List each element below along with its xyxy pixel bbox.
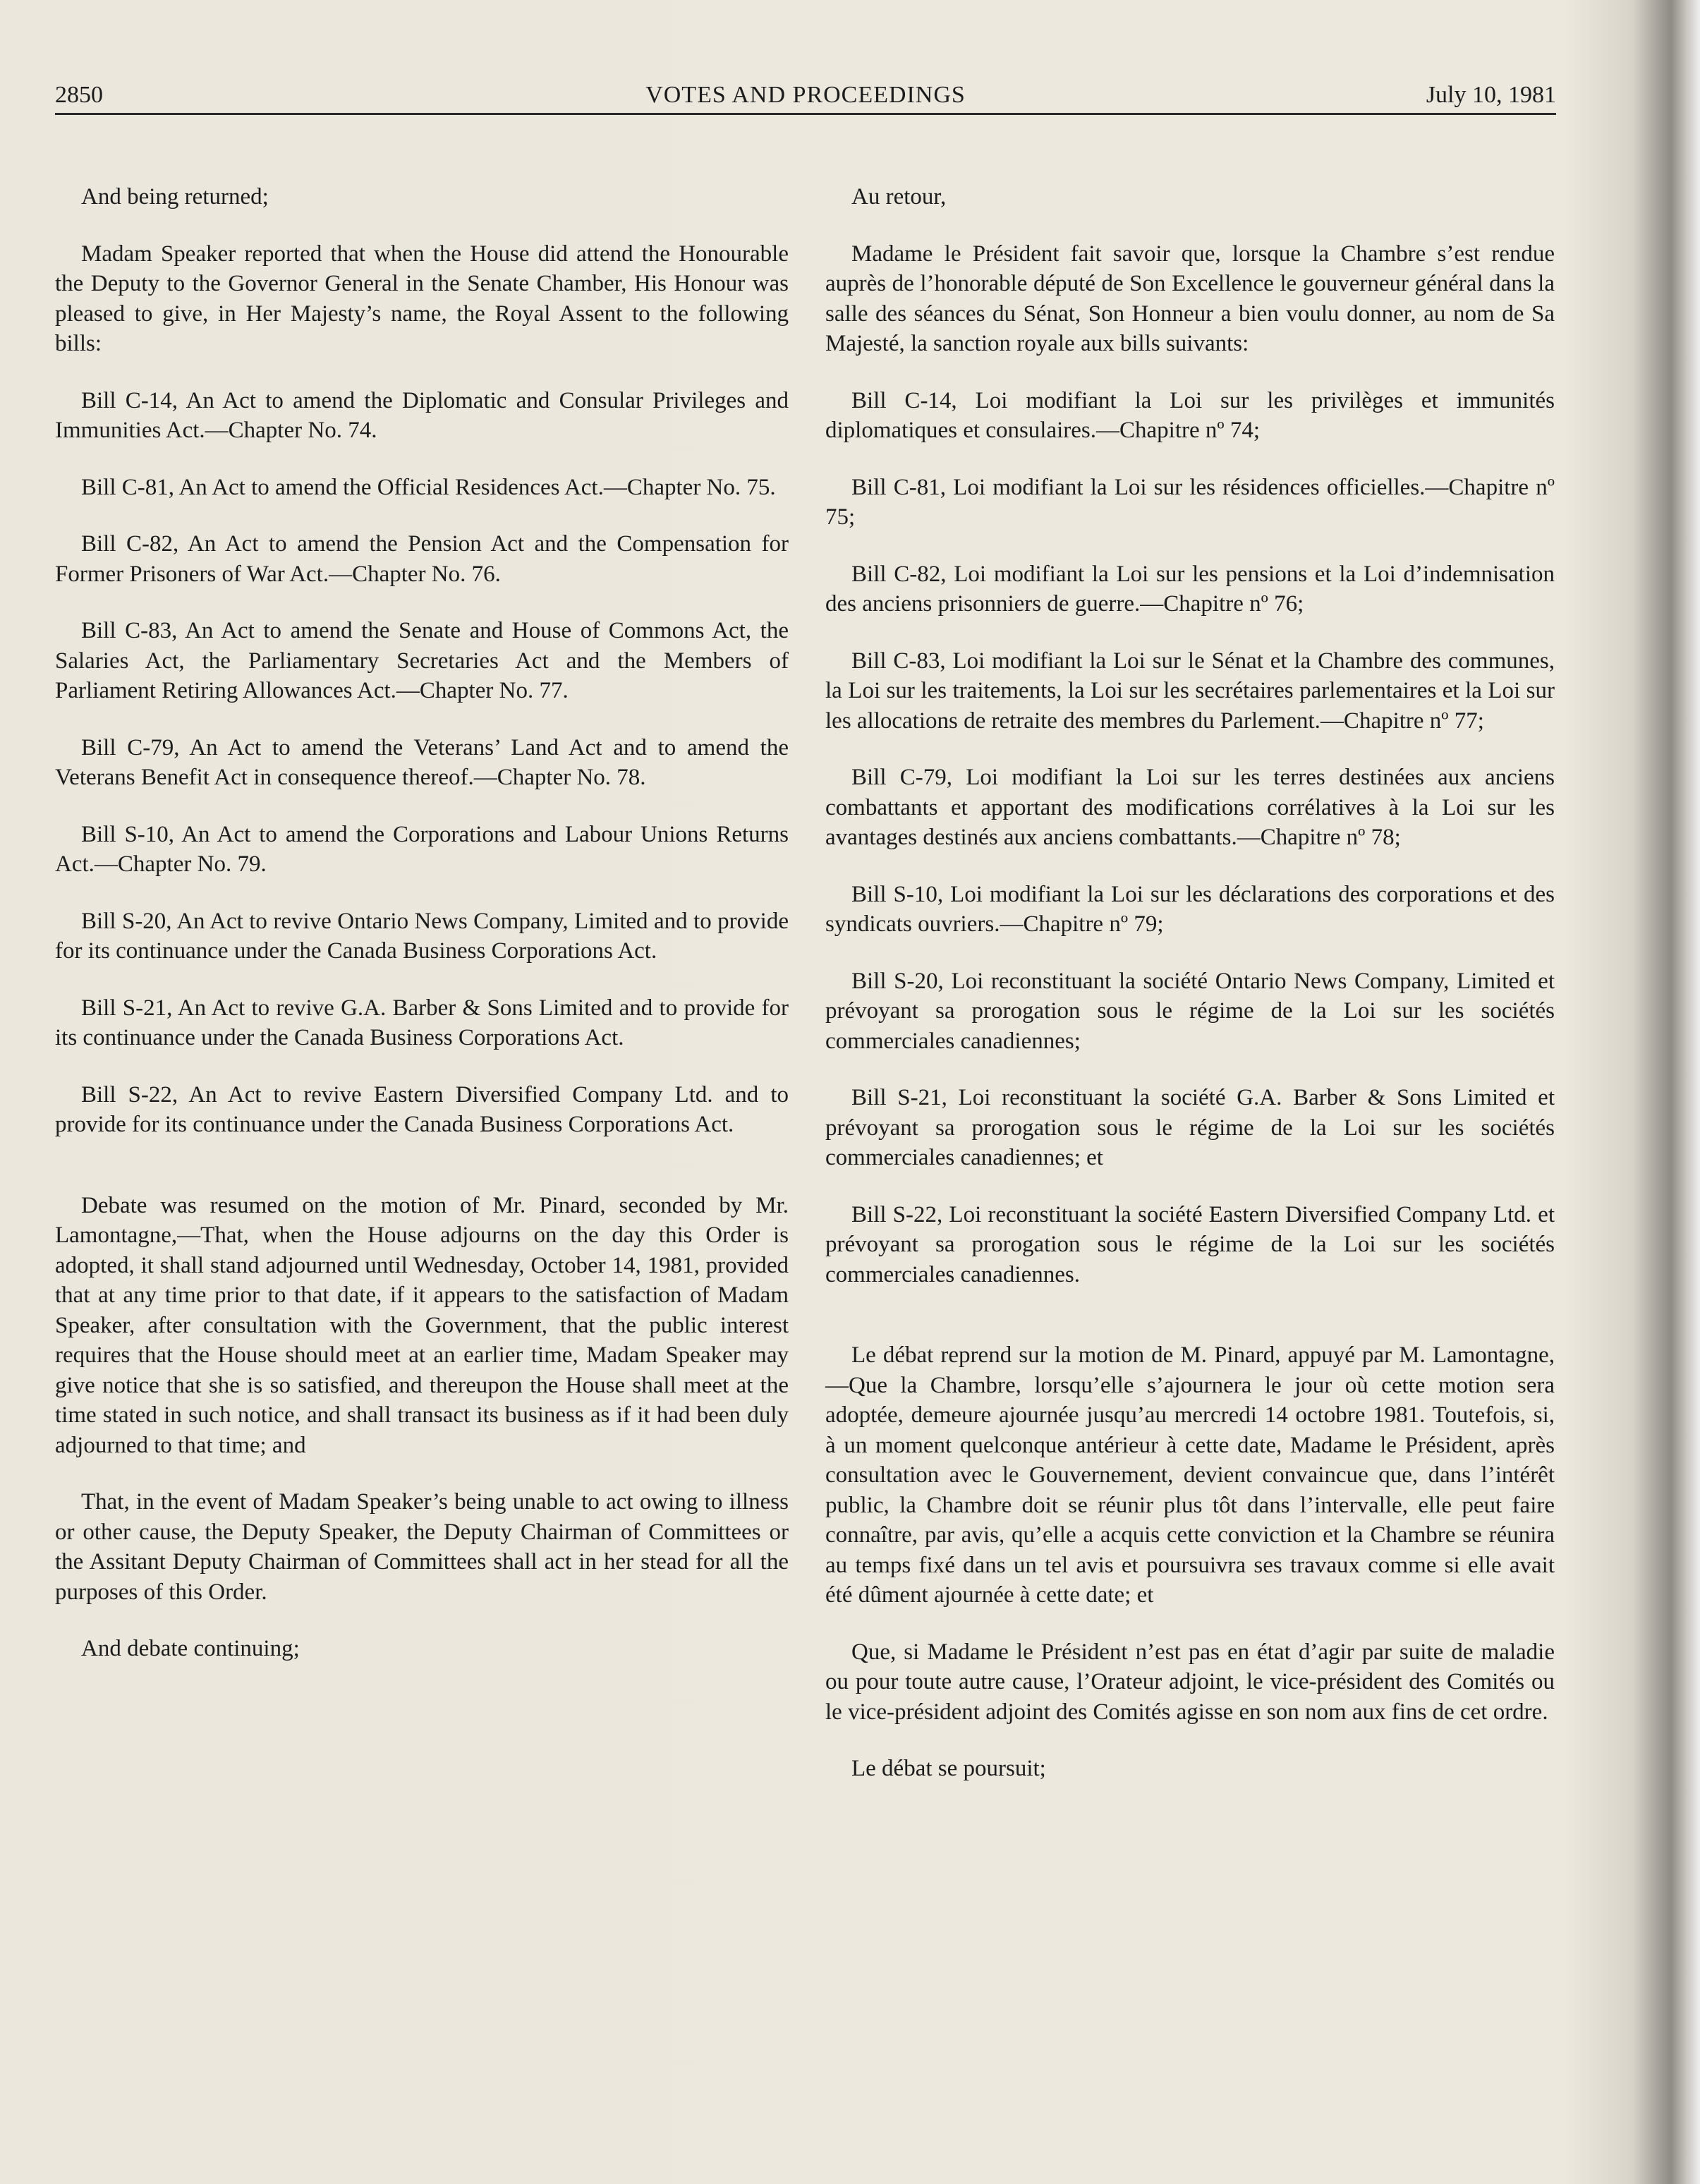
paragraph: Bill S-20, Loi reconstituant la société Ontario News Company, Limited et prévoyant sa prorogation sous le régime de la Loi sur les sociétés commerciales canadiennes; <box>825 968 1555 1054</box>
paragraph: And being returned; <box>81 184 269 210</box>
paragraph: Le débat reprend sur la motion de M. Pinard, appuyé par M. Lamontagne,—Que la Chambre, lorsqu’elle s’ajournera le jour où cette motion sera adoptée, demeure ajournée jusqu’au mercredi 14 octobre 1981. Toutefois, si, à un moment quelconque antérieur à cette date, Madame le Président, après consultation avec le Gouvernement, devient convaincue que, dans l’intérêt public, la Chambre doit se réunir plus tôt dans l’intervalle, elle peut faire connaître, par avis, qu’elle a acquis cette conviction et la Chambre se réunira au temps fixé dans un tel avis et poursuivra ses travaux comme si elle avait été dûment ajournée à cette date; et <box>825 1342 1555 1608</box>
paragraph: Debate was resumed on the motion of Mr. Pinard, seconded by Mr. Lamontagne,—That, when the House adjourns on the day this Order is adopted, it shall stand adjourned until Wednesday, October 14, 1981, provided that at any time prior to that date, if it appears to the satisfaction of Madam Speaker, after consultation with the Government, that the public interest requires that the House should meet at an earlier time, Madam Speaker may give notice that she is so satisfied, and thereupon the House shall meet at the time stated in such notice, and shall transact its business as if it had been duly adjourned to that time; and <box>55 1192 789 1458</box>
paragraph: Bill C-79, Loi modifiant la Loi sur les terres destinées aux anciens combattants et apportant des modifications corrélatives à la Loi sur les avantages destinés aux anciens combattants.—Chapitre nº 78; <box>825 765 1555 850</box>
paragraph: Bill S-21, Loi reconstituant la société G.A. Barber & Sons Limited et prévoyant sa prorogation sous le régime de la Loi sur les sociétés commerciales canadiennes; et <box>825 1085 1555 1170</box>
paragraph: Madame le Président fait savoir que, lorsque la Chambre s’est rendue auprès de l’honorable député de Son Excellence le gouverneur général dans la salle des séances du Sénat, Son Honneur a bien voulu donner, au nom de Sa Majesté, la sanction royale aux bills suivants: <box>825 241 1555 356</box>
paragraph: Bill S-10, Loi modifiant la Loi sur les déclarations des corporations et des syndicats ouvriers.—Chapitre nº 79; <box>825 881 1555 937</box>
page-number: 2850 <box>55 82 103 108</box>
french-column <box>825 182 1555 1811</box>
paragraph: Bill C-14, An Act to amend the Diplomatic and Consular Privileges and Immunities Act.—Chapter No. 74. <box>55 387 789 443</box>
paragraph: Bill C-83, An Act to amend the Senate and House of Commons Act, the Salaries Act, the Parliamentary Secretaries Act and the Members of Parliament Retiring Allowances Act.—Chapter No. 77. <box>55 618 789 703</box>
paragraph: Le débat se poursuit; <box>851 1756 1046 1781</box>
paragraph: Bill C-79, An Act to amend the Veterans’ Land Act and to amend the Veterans Benefit Act in consequence thereof.—Chapter No. 78. <box>55 734 789 790</box>
paragraph: Bill C-14, Loi modifiant la Loi sur les privilèges et immunités diplomatiques et consulaires.—Chapitre nº 74; <box>825 387 1555 443</box>
paragraph: Au retour, <box>851 184 947 210</box>
paragraph: Bill C-83, Loi modifiant la Loi sur le Sénat et la Chambre des communes, la Loi sur les traitements, la Loi sur les secrétaires parlementaires et la Loi sur les allocations de retraite des membres du Parlement.—Chapitre nº 77; <box>825 648 1555 734</box>
paragraph: Bill C-81, An Act to amend the Official Residences Act.—Chapter No. 75. <box>81 474 776 500</box>
paragraph: That, in the event of Madam Speaker’s being unable to act owing to illness or other cause, the Deputy Speaker, the Deputy Chairman of Committees or the Assitant Deputy Chairman of Committees shall act in her stead for all the purposes of this Order. <box>55 1489 789 1605</box>
paragraph: Que, si Madame le Président n’est pas en état d’agir par suite de maladie ou pour toute autre cause, l’Orateur adjoint, le vice-président des Comités ou le vice-président adjoint des Comités agisse en son nom aux fins de cet ordre. <box>825 1639 1555 1725</box>
running-title: VOTES AND PROCEEDINGS <box>645 82 966 108</box>
paragraph: Madam Speaker reported that when the House did attend the Honourable the Deputy to the Governor General in the Senate Chamber, His Honour was pleased to give, in Her Majesty’s name, the Royal Assent to the following bills: <box>55 241 789 356</box>
paragraph: Bill C-82, Loi modifiant la Loi sur les pensions et la Loi d’indemnisation des anciens prisonniers de guerre.—Chapitre nº 76; <box>825 561 1555 617</box>
header-date: July 10, 1981 <box>1426 82 1556 108</box>
paragraph: Bill S-22, Loi reconstituant la société Eastern Diversified Company Ltd. et prévoyant sa prorogation sous le régime de la Loi sur les sociétés commerciales canadiennes. <box>825 1201 1555 1287</box>
paragraph: And debate continuing; <box>81 1636 300 1661</box>
paragraph: Bill S-21, An Act to revive G.A. Barber & Sons Limited and to provide for its continuance under the Canada Business Corporations Act. <box>55 995 789 1050</box>
english-column <box>55 182 789 1691</box>
paragraph: Bill C-82, An Act to amend the Pension Act and the Compensation for Former Prisoners of War Act.—Chapter No. 76. <box>55 531 789 587</box>
page-header <box>55 79 1556 115</box>
paragraph: Bill S-22, An Act to revive Eastern Diversified Company Ltd. and to provide for its continuance under the Canada Business Corporations Act. <box>55 1081 789 1137</box>
paragraph: Bill C-81, Loi modifiant la Loi sur les résidences officielles.—Chapitre nº 75; <box>825 474 1555 530</box>
paragraph: Bill S-10, An Act to amend the Corporations and Labour Unions Returns Act.—Chapter No. 79. <box>55 821 789 877</box>
paragraph: Bill S-20, An Act to revive Ontario News Company, Limited and to provide for its continuance under the Canada Business Corporations Act. <box>55 908 789 964</box>
